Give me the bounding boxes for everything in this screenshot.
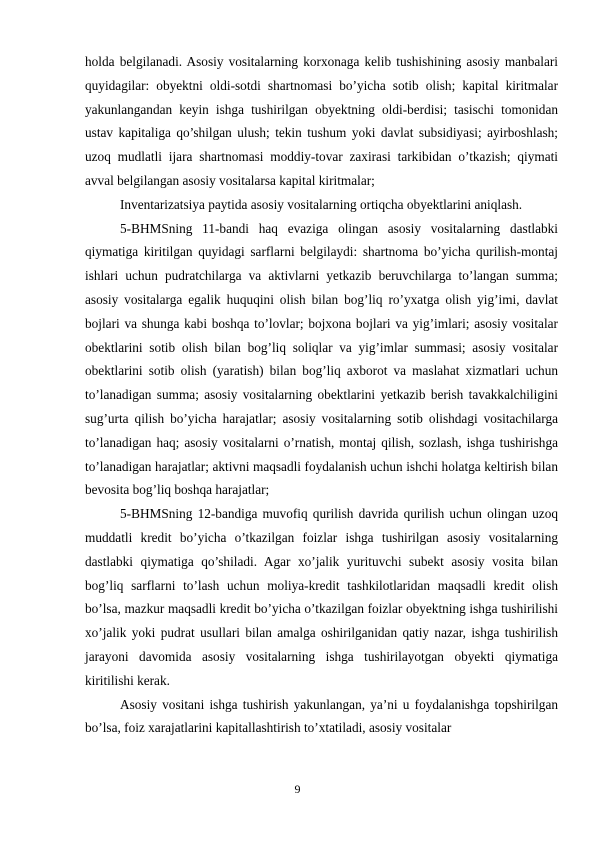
paragraph-4: 5-BHMSning 12-bandiga muvofiq qurilish davrida qurilish uchun olingan uzoq muddatli kredit bo’yicha o’tkazilgan foizlar ishga tushirilgan asosiy vositalarning dastlabki qiymatiga qo’shiladi. Agar xo’jalik yurituvchi subekt asosiy vosita bilan bog’liq sarflarni to’lash uchun moliya-kredit tashkilotlaridan maqsadli kredit olish bo’lsa, mazkur maqsadli kredit bo’yicha o’tkazilgan foizlar obyektning ishga tushirilishi xo’jalik yoki pudrat usullari bilan amalga oshirilganidan qatiy nazar, ishga tushirilish jarayoni davomida asosiy vositalarning ishga tushirilayotgan obyekti qiymatiga kiritilishi kerak. [85, 506, 558, 688]
document-body [85, 50, 558, 740]
paragraph-5: Asosiy vositani ishga tushirish yakunlangan, ya’ni u foydalanishga topshirilgan bo’lsa, foiz xarajatlarini kapitallashtirish to’xtatiladi, asosiy vositalar [85, 696, 558, 736]
page-number: 9 [294, 782, 301, 796]
paragraph-1: holda belgilanadi. Asosiy vositalarning korxonaga kelib tushishining asosiy manbalari quyidagilar: obyektni oldi-sotdi shartnomasi bo’yicha sotib olish; kapital kiritmalar yakunlangandan keyin ishga tushirilgan obyektning oldi-berdisi; tasischi tomonidan ustav kapitaliga qo’shilgan ulush; tekin tushum yoki davlat subsidiyasi; ayirboshlash; uzoq mudlatli ijara shartnomasi moddiy-tovar zaxirasi tarkibidan o’tkazish; qiymati avval belgilangan asosiy vositalarsa kapital kiritmalar; [85, 54, 558, 188]
paragraph-3: 5-BHMSning 11-bandi haq evaziga olingan asosiy vositalarning dastlabki qiymatiga kiritilgan quyidagi sarflarni belgilaydi: shartnoma bo’yicha qurilish-montaj ishlari uchun pudratchilarga va aktivlarni yetkazib beruvchilarga to’langan summa; asosiy vositalarga egalik huquqini olish bilan bog’liq ro’yxatga olish yig’imi, davlat bojlari va shunga kabi boshqa to’lovlar; bojxona bojlari va yig’imlari; asosiy vositalar obektlarini sotib olish bilan bog’liq soliqlar va yig’imlar summasi; asosiy vositalar obektlarini sotib olish (yaratish) bilan bog’liq axborot va maslahat xizmatlari uchun to’lanadigan summa; asosiy vositalarning obektlarini yetkazib berish tavakkalchiligini sug’urta qilish bo’yicha harajatlar; asosiy vositalarning sotib olishdagi vositachilarga to’lanadigan haq; asosiy vositalarni o’rnatish, montaj qilish, sozlash, ishga tushirishga to’lanadigan harajatlar; aktivni maqsadli foydalanish uchun ishchi holatga keltirish bilan bevosita bog’liq boshqa harajatlar; [85, 220, 558, 498]
paragraph-2: Inventarizatsiya paytida asosiy vositalarning ortiqcha obyektlarini aniqlash. [120, 196, 523, 212]
